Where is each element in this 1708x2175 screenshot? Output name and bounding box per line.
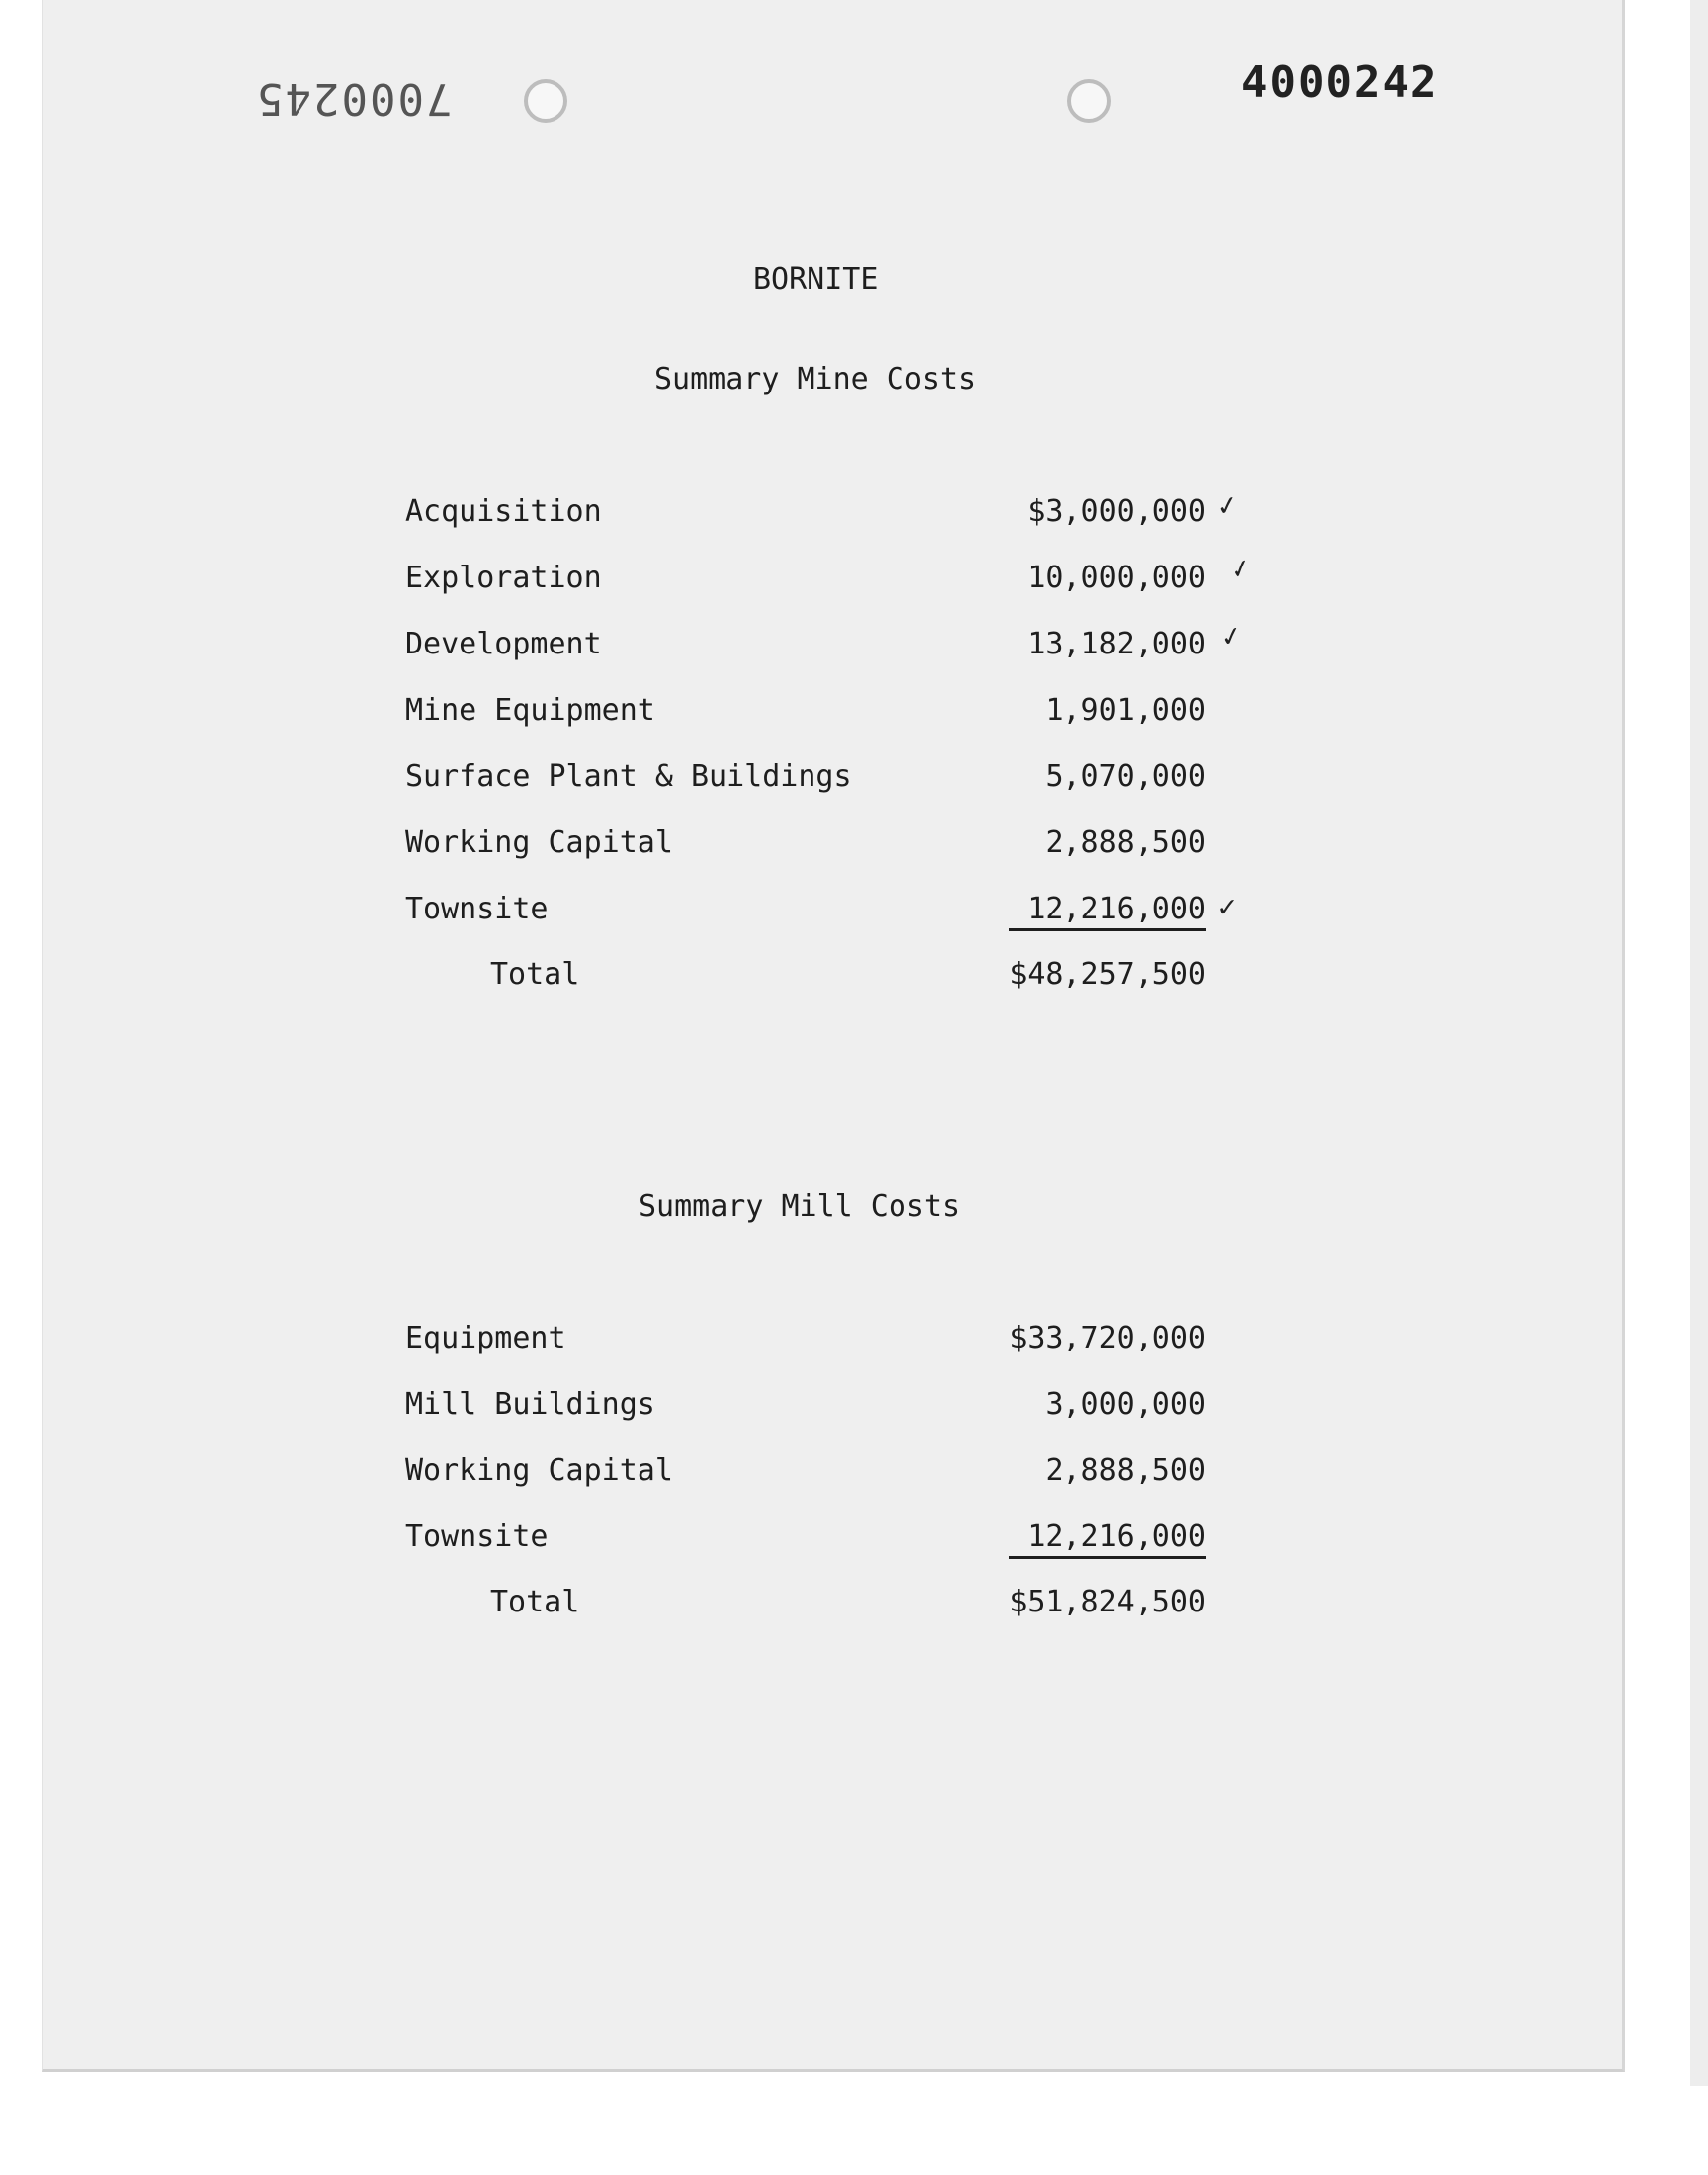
mine-cost-row — [405, 693, 1206, 733]
cost-amount: $33,720,000 — [1009, 1321, 1206, 1355]
cost-amount: 12,216,000 — [1009, 892, 1206, 931]
cost-amount: 13,182,000 — [1027, 627, 1206, 661]
mill-cost-row — [405, 1387, 1206, 1427]
check-mark-icon: ✓ — [1218, 617, 1243, 655]
mine-cost-row — [405, 494, 1206, 534]
mill-costs-heading: Summary Mill Costs — [639, 1189, 961, 1224]
cost-label: Surface Plant & Buildings — [405, 759, 852, 794]
cost-label: Exploration — [405, 561, 602, 595]
total-label: Total — [490, 1585, 580, 1619]
mine-total-row — [405, 957, 1206, 997]
cost-label: Working Capital — [405, 1453, 673, 1488]
check-mark-icon: ✓ — [1218, 890, 1237, 924]
cost-label: Equipment — [405, 1321, 566, 1355]
total-amount: $51,824,500 — [1009, 1585, 1206, 1619]
mill-cost-row — [405, 1520, 1206, 1559]
mine-costs-heading: Summary Mine Costs — [654, 362, 977, 396]
mine-cost-row — [405, 561, 1206, 600]
cost-amount: 3,000,000 — [1045, 1387, 1206, 1422]
cost-amount: 5,070,000 — [1045, 759, 1206, 794]
cost-label: Mill Buildings — [405, 1387, 655, 1422]
mill-cost-row — [405, 1321, 1206, 1360]
mine-cost-row — [405, 759, 1206, 799]
mine-cost-row — [405, 826, 1206, 865]
cost-label: Acquisition — [405, 494, 602, 529]
document-page — [42, 0, 1625, 2072]
punch-hole — [1068, 79, 1111, 123]
bates-stamp-inverted: 7000245 — [255, 73, 453, 124]
total-amount: $48,257,500 — [1009, 957, 1206, 992]
cost-label: Townsite — [405, 892, 549, 926]
bates-stamp: 4000242 — [1241, 57, 1439, 108]
mine-cost-row — [405, 627, 1206, 666]
mill-cost-row — [405, 1453, 1206, 1493]
page-edge — [1690, 0, 1708, 2086]
cost-label: Working Capital — [405, 826, 673, 860]
check-mark-icon: ✓ — [1215, 486, 1238, 525]
check-mark-icon: ✓ — [1228, 550, 1254, 588]
document-title: BORNITE — [753, 262, 879, 297]
mine-cost-row — [405, 892, 1206, 931]
cost-label: Development — [405, 627, 602, 661]
cost-amount: 12,216,000 — [1009, 1520, 1206, 1559]
cost-amount: 2,888,500 — [1045, 1453, 1206, 1488]
cost-amount: 2,888,500 — [1045, 826, 1206, 860]
total-label: Total — [490, 957, 580, 992]
punch-hole — [524, 79, 567, 123]
cost-amount: $3,000,000 — [1027, 494, 1206, 529]
cost-label: Mine Equipment — [405, 693, 655, 728]
cost-label: Townsite — [405, 1520, 549, 1554]
cost-amount: 10,000,000 — [1027, 561, 1206, 595]
mill-total-row — [405, 1585, 1206, 1624]
cost-amount: 1,901,000 — [1045, 693, 1206, 728]
